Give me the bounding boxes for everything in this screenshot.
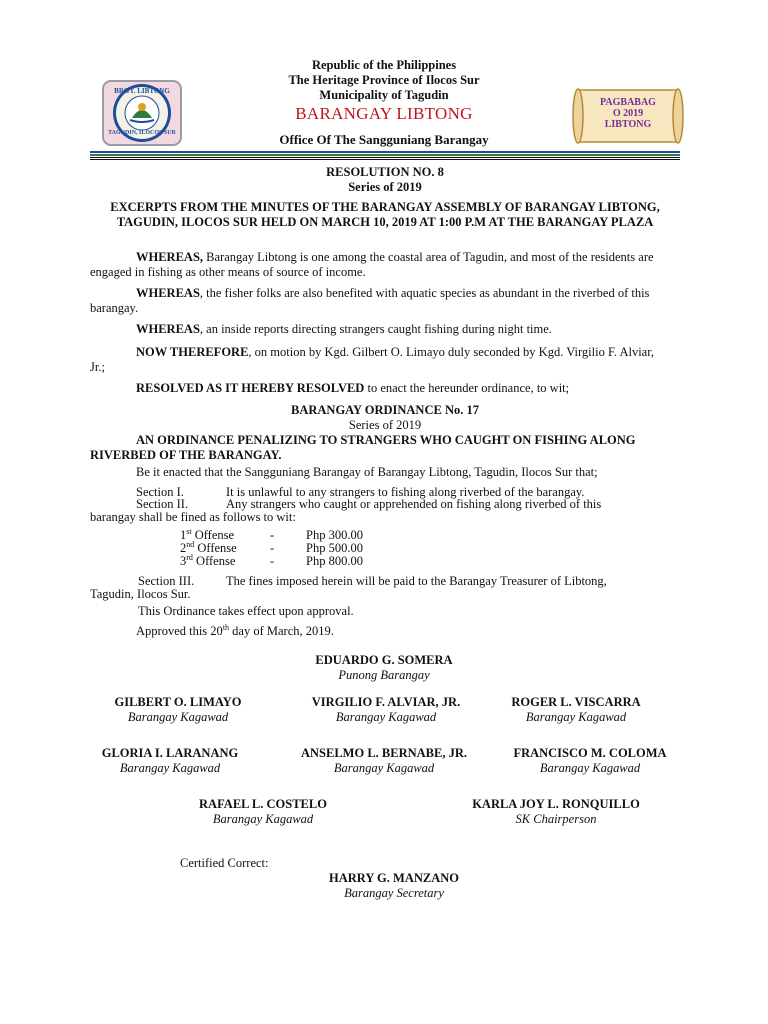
scroll-line-3: LIBTONG: [604, 119, 652, 130]
section-3-text: The fines imposed herein will be paid to the Barangay Treasurer of Libtong,: [226, 574, 607, 588]
signatory-name: VIRGILIO F. ALVIAR, JR.: [311, 695, 461, 709]
scroll-line-1: PAGBABAG: [600, 97, 656, 108]
signatory-title: Punong Barangay: [338, 668, 430, 682]
signatory-kagawad-1: [88, 695, 268, 725]
fines-list: [180, 528, 480, 567]
section-1-label: Section I.: [136, 485, 184, 499]
whereas-3-text: , an inside reports directing strangers caught fishing during night time.: [199, 322, 552, 336]
section-3-cont: Tagudin, Ilocos Sur.: [90, 587, 191, 601]
signatory-name: HARRY G. MANZANO: [329, 871, 459, 885]
signatory-secretary: [284, 871, 504, 901]
offense-label: 2nd Offense: [180, 539, 237, 555]
ordinance-title: BARANGAY ORDINANCE No. 17: [291, 403, 479, 417]
resolution-heading: [90, 165, 680, 195]
signatory-title: Barangay Kagawad: [525, 710, 627, 724]
resolved-lead: RESOLVED AS IT HEREBY RESOLVED: [136, 381, 365, 395]
signatory-kagawad-6: [500, 746, 680, 776]
signatory-title: Barangay Kagawad: [212, 812, 314, 826]
scroll-text: [584, 97, 672, 130]
section-2-text: Any strangers who caught or apprehended on fishing along riverbed of this: [226, 497, 602, 511]
municipality-line: Municipality of Tagudin: [319, 88, 449, 102]
whereas-1-lead: WHEREAS,: [136, 250, 204, 264]
section-2-cont: barangay shall be fined as follows to wit:: [90, 510, 296, 524]
signatory-kagawad-3: [488, 695, 664, 725]
signatory-kagawad-2: [286, 695, 486, 725]
whereas-2-lead: WHEREAS: [136, 286, 200, 300]
republic-line: Republic of the Philippines: [311, 58, 457, 72]
signatory-kagawad-5: [284, 746, 484, 776]
signatory-name: RAFAEL L. COSTELO: [199, 797, 327, 811]
signatory-kagawad-4: [80, 746, 260, 776]
offense-dash: -: [270, 554, 275, 568]
whereas-2: [90, 286, 670, 316]
signatory-name: GLORIA I. LARANANG: [101, 746, 239, 760]
whereas-2-text: , the fisher folks are also benefited with aquatic species as abundant in the riverbed of this barangay.: [90, 286, 650, 315]
signatory-kagawad-7: [178, 797, 348, 827]
enacting-clause: Be it enacted that the Sangguniang Barangay of Barangay Libtong, Tagudin, Ilocos Sur that;: [136, 465, 598, 479]
signatory-title: Barangay Kagawad: [335, 710, 437, 724]
ordinance-subject: AN ORDINANCE PENALIZING TO STRANGERS WHO CAUGHT ON FISHING ALONG RIVERBED OF THE BARANGAY.: [90, 433, 636, 462]
offense-fine: Php 500.00: [306, 541, 363, 555]
header-divider: [90, 148, 680, 158]
excerpt-title: EXCERPTS FROM THE MINUTES OF THE BARANGAY ASSEMBLY OF BARANGAY LIBTONG, TAGUDIN, ILOCOS SUR HELD ON MARCH 10, 2019 AT 1:00 P.M AT THE BARANGAY PLAZA: [110, 200, 660, 229]
certified-label: Certified Correct:: [180, 856, 269, 870]
resolution-series: Series of 2019: [348, 180, 422, 194]
ordinance-heading: [90, 403, 680, 433]
now-therefore: [90, 345, 670, 375]
offense-label: 1st Offense: [180, 526, 235, 542]
signatory-name: ANSELMO L. BERNABE, JR.: [301, 746, 467, 760]
offense-dash: -: [270, 541, 275, 555]
office-name: Office Of The Sangguniang Barangay: [279, 132, 489, 147]
section-2-label: Section II.: [136, 497, 189, 511]
section-3-label: Section III.: [138, 574, 195, 588]
resolved-text: to enact the hereunder ordinance, to wit;: [364, 381, 570, 395]
effectivity-clause: This Ordinance takes effect upon approval.: [138, 604, 354, 618]
fine-row: [180, 554, 480, 567]
now-therefore-text: , on motion by Kgd. Gilbert O. Limayo duly seconded by Kgd. Virgilio F. Alviar, Jr.;: [90, 345, 655, 374]
signatory-title: SK Chairperson: [515, 812, 597, 826]
scroll-line-2: O 2019: [612, 108, 644, 119]
province-line: The Heritage Province of Ilocos Sur: [288, 73, 480, 87]
ordinance-series: Series of 2019: [348, 418, 422, 432]
section-1-text: It is unlawful to any strangers to fishing along riverbed of the barangay.: [226, 485, 585, 499]
signatory-title: Barangay Kagawad: [539, 761, 641, 775]
seal-bottom-text: TAGUDIN, ILOCOS SUR: [108, 130, 176, 136]
signatory-name: GILBERT O. LIMAYO: [114, 695, 242, 709]
signatory-sk-chair: [456, 797, 656, 827]
letterhead: [184, 58, 584, 149]
offense-dash: -: [270, 528, 275, 542]
fine-row: [180, 528, 480, 541]
offense-fine: Php 300.00: [306, 528, 363, 542]
signatory-title: Barangay Kagawad: [127, 710, 229, 724]
whereas-1: [90, 250, 670, 280]
offense-label: 3rd Offense: [180, 552, 236, 568]
resolution-number: RESOLUTION NO. 8: [326, 165, 444, 179]
signatory-name: FRANCISCO M. COLOMA: [513, 746, 667, 760]
signatory-name: EDUARDO G. SOMERA: [315, 653, 453, 667]
signatory-title: Barangay Secretary: [344, 886, 444, 900]
fine-row: [180, 541, 480, 554]
whereas-1-text: Barangay Libtong is one among the coastal area of Tagudin, and most of the residents are engaged in fishing as other means of source of income.: [90, 250, 654, 279]
offense-fine: Php 800.00: [306, 554, 363, 568]
signatory-name: ROGER L. VISCARRA: [511, 695, 641, 709]
signatory-punong: [270, 653, 498, 683]
resolved-clause: [90, 381, 670, 396]
barangay-name: BARANGAY LIBTONG: [295, 104, 473, 123]
seal-top-text: BRGY. LIBTONG: [114, 87, 170, 95]
now-therefore-lead: NOW THEREFORE: [136, 345, 249, 359]
signatory-title: Barangay Kagawad: [333, 761, 435, 775]
signatory-title: Barangay Kagawad: [119, 761, 221, 775]
whereas-3-lead: WHEREAS: [136, 322, 200, 336]
whereas-3: [90, 322, 670, 337]
signatory-name: KARLA JOY L. RONQUILLO: [472, 797, 640, 811]
approval-date: Approved this 20th day of March, 2019.: [136, 622, 334, 638]
